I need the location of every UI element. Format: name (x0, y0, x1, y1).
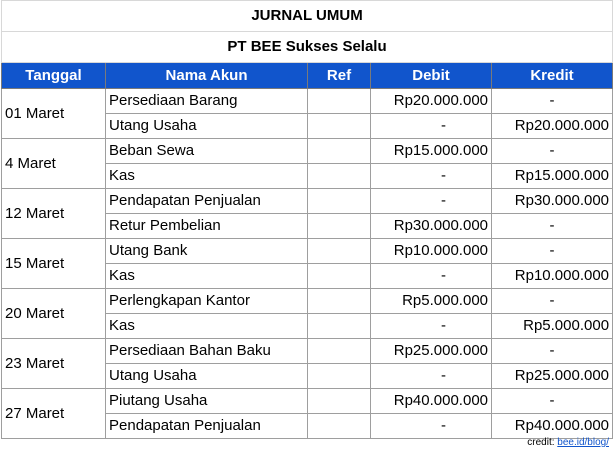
journal-row (2, 189, 613, 214)
credit-amount: - (492, 139, 613, 164)
debit-amount: - (371, 414, 492, 439)
credit-amount: Rp30.000.000 (492, 189, 613, 214)
credit-amount: Rp15.000.000 (492, 164, 613, 189)
credit-amount: - (492, 389, 613, 414)
ref-cell (308, 389, 371, 414)
account-name: Persediaan Barang (106, 89, 308, 114)
journal-row (2, 389, 613, 414)
credit-amount: Rp5.000.000 (492, 314, 613, 339)
header-ref: Ref (308, 63, 371, 89)
header-credit: Kredit (492, 63, 613, 89)
entry-date: 15 Maret (2, 239, 106, 289)
journal-row (2, 89, 613, 114)
journal-row (2, 239, 613, 264)
account-name: Kas (106, 164, 308, 189)
ref-cell (308, 189, 371, 214)
ref-cell (308, 164, 371, 189)
credit-link[interactable]: bee.id/blog/ (557, 437, 609, 448)
debit-amount: - (371, 114, 492, 139)
entry-date: 20 Maret (2, 289, 106, 339)
entry-date: 01 Maret (2, 89, 106, 139)
ref-cell (308, 339, 371, 364)
header-account: Nama Akun (106, 63, 308, 89)
entry-date: 27 Maret (2, 389, 106, 439)
account-name: Persediaan Bahan Baku (106, 339, 308, 364)
entry-date: 23 Maret (2, 339, 106, 389)
header-debit: Debit (371, 63, 492, 89)
account-name: Beban Sewa (106, 139, 308, 164)
ref-cell (308, 364, 371, 389)
debit-amount: - (371, 364, 492, 389)
debit-amount: Rp25.000.000 (371, 339, 492, 364)
debit-amount: Rp5.000.000 (371, 289, 492, 314)
entry-date: 12 Maret (2, 189, 106, 239)
source-credit (527, 436, 609, 450)
account-name: Kas (106, 264, 308, 289)
credit-amount: - (492, 239, 613, 264)
debit-amount: - (371, 314, 492, 339)
ref-cell (308, 239, 371, 264)
account-name: Kas (106, 314, 308, 339)
account-name: Utang Usaha (106, 364, 308, 389)
account-name: Perlengkapan Kantor (106, 289, 308, 314)
company-name: PT BEE Sukses Selalu (2, 32, 613, 63)
journal-title: JURNAL UMUM (2, 1, 613, 32)
debit-amount: Rp10.000.000 (371, 239, 492, 264)
header-row (2, 63, 613, 89)
ref-cell (308, 139, 371, 164)
journal-body (2, 1, 613, 439)
account-name: Utang Bank (106, 239, 308, 264)
credit-amount: - (492, 289, 613, 314)
ref-cell (308, 114, 371, 139)
account-name: Pendapatan Penjualan (106, 189, 308, 214)
journal-table (1, 0, 613, 439)
account-name: Pendapatan Penjualan (106, 414, 308, 439)
ref-cell (308, 289, 371, 314)
ref-cell (308, 314, 371, 339)
debit-amount: Rp20.000.000 (371, 89, 492, 114)
credit-label: credit: (527, 437, 555, 448)
company-row (2, 32, 613, 63)
account-name: Retur Pembelian (106, 214, 308, 239)
ref-cell (308, 264, 371, 289)
debit-amount: Rp30.000.000 (371, 214, 492, 239)
ref-cell (308, 414, 371, 439)
credit-amount: - (492, 214, 613, 239)
debit-amount: - (371, 264, 492, 289)
debit-amount: Rp15.000.000 (371, 139, 492, 164)
ref-cell (308, 89, 371, 114)
ref-cell (308, 214, 371, 239)
credit-amount: Rp40.000.000 (492, 414, 613, 439)
entry-date: 4 Maret (2, 139, 106, 189)
account-name: Piutang Usaha (106, 389, 308, 414)
credit-amount: Rp25.000.000 (492, 364, 613, 389)
header-date: Tanggal (2, 63, 106, 89)
debit-amount: Rp40.000.000 (371, 389, 492, 414)
credit-amount: Rp20.000.000 (492, 114, 613, 139)
title-row (2, 1, 613, 32)
credit-amount: - (492, 339, 613, 364)
debit-amount: - (371, 189, 492, 214)
journal-row (2, 339, 613, 364)
credit-amount: Rp10.000.000 (492, 264, 613, 289)
journal-row (2, 139, 613, 164)
journal-row (2, 289, 613, 314)
account-name: Utang Usaha (106, 114, 308, 139)
credit-amount: - (492, 89, 613, 114)
debit-amount: - (371, 164, 492, 189)
